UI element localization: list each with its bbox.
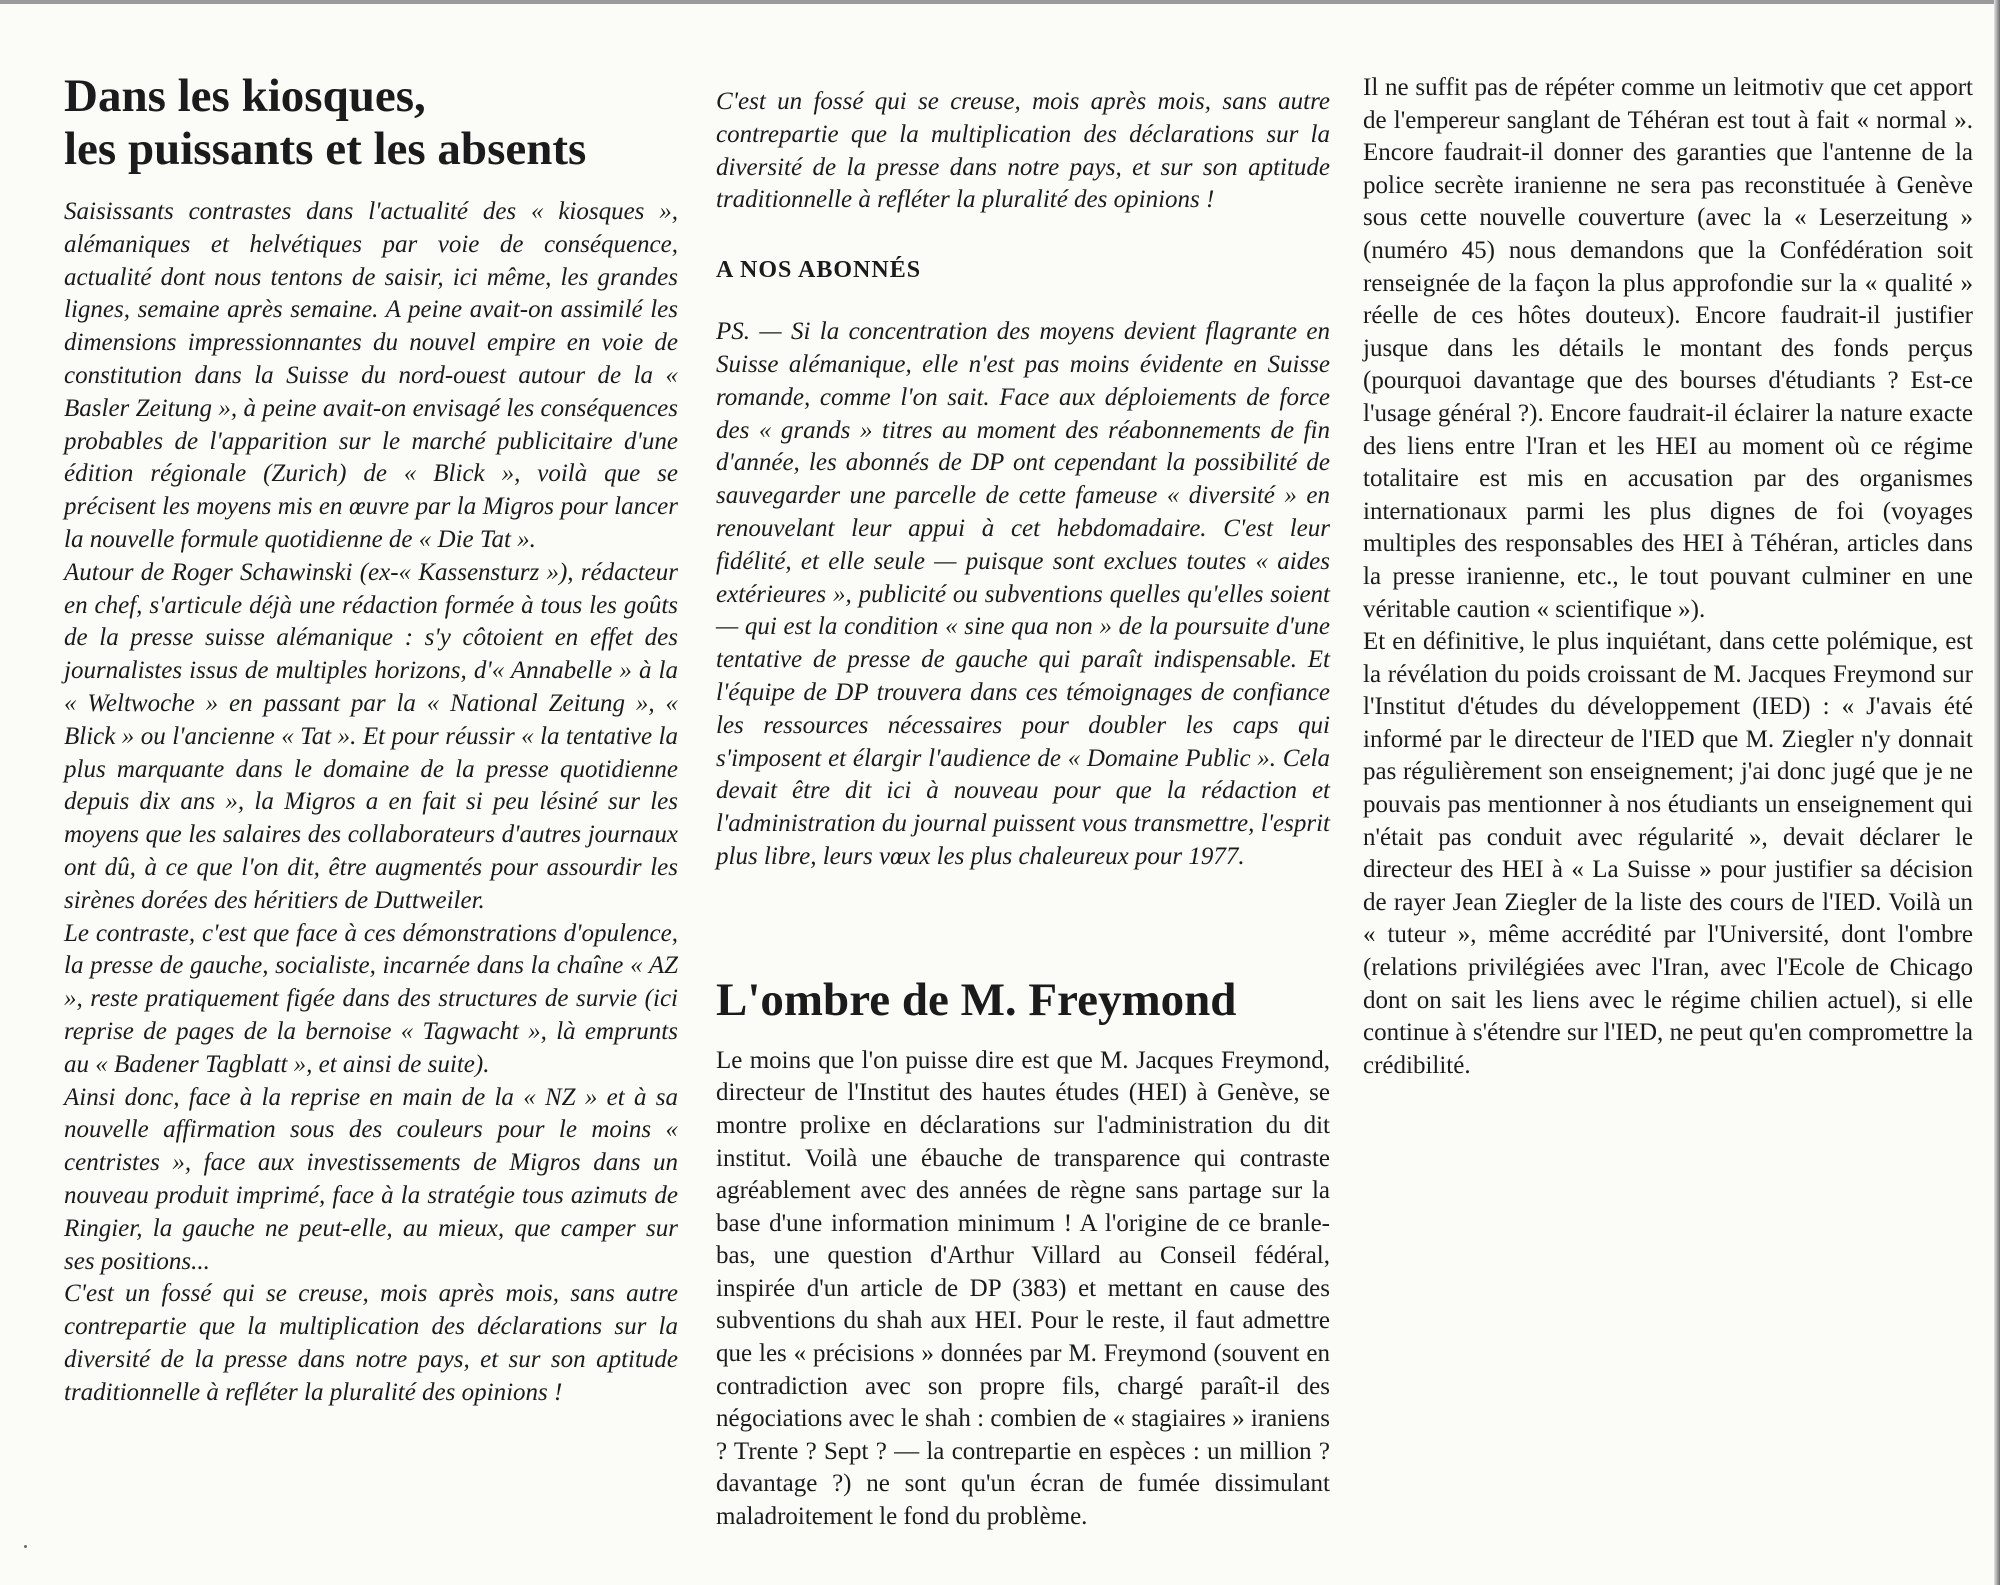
abonnes-heading: A NOS ABONNÉS xyxy=(716,257,922,284)
article1-paragraph: C'est un fossé qui se creuse, mois après mois, sans autre contrepartie que la multiplication des déclarations sur la diversité de la presse dans notre pays, et sur son aptitude traditionnelle à refléter la pluralité des opinions ! xyxy=(64,1280,678,1406)
article1-title-line2: les puissants et les absents xyxy=(64,123,587,175)
column-1 xyxy=(64,70,678,1406)
article2-paragraph: Il ne suffit pas de répéter comme un leitmotiv que cet apport de l'empereur sanglant de Téhéran est tout à fait « normal ». Encore faudrait-il donner des garanties que l'antenne de la police secrète iranienne ne sera pas reconstituée à Genève sous cette nouvelle couverture (avec la « Leserzeitung » (numéro 45) nous demandons que la Confédération soit renseignée de la façon la plus approfondie sur la « qualité » réelle de ces hôtes douteux). Encore faudrait-il justifier jusque dans les détails le montant des fonds perçus (pourquoi davantage que des bourses d'étudiants ? Est-ce l'usage général ?). Encore faudrait-il éclairer la nature exacte des liens entre l'Iran et les HEI au moment où ce régime totalitaire est mis en accusation par des organismes internationaux parmi les plus dignes de foi (voyages multiples des responsables des HEI à Téhéran, articles dans la presse iranienne, etc., le tout pouvant culminer en une véritable caution « scientifique »). xyxy=(1363,74,1973,623)
article2-paragraph: Le moins que l'on puisse dire est que M. Jacques Freymond, directeur de l'Institut des hautes études (HEI) à Genève, se montre prolixe en déclarations sur l'administration du dit institut. Voilà une ébauche de transparence qui contraste agréablement avec des années de règne sans partage sur la base d'une information minimum ! A l'origine de ce branle-bas, une question d'Arthur Villard au Conseil fédéral, inspirée d'un article de DP (383) et mettant en cause des subventions du shah aux HEI. Pour le reste, il faut admettre que les « précisions » données par M. Freymond (souvent en contradiction avec son propre fils, chargé paraît-il des négociations avec le shah : combien de « stagiaires » iraniens ? Trente ? Sept ? — la contrepartie en espèces : un million ? davantage ?) ne sont qu'un écran de fumée dissimulant maladroitement le fond du problème. xyxy=(716,1046,1330,1531)
article1-title-line1: Dans les kiosques, xyxy=(64,70,426,122)
abonnes-text: PS. — Si la concentration des moyens devient flagrante en Suisse alémanique, elle n'est pas moins évidente en Suisse romande, comme l'on sait. Face aux déploiements de force des « grands » titres au moment des réabonnements de fin d'année, les abonnés de DP ont cependant la possibilité de sauvegarder une parcelle de cette fameuse « diversité » en renouvelant leur appui à cet hebdomadaire. C'est leur fidélité, et elle seule — puisque sont exclues toutes « aides extérieures », publicité ou subventions quelles qu'elles soient — qui est la condition « sine qua non » de la poursuite d'une tentative de presse de gauche qui paraît indispensable. Et l'équipe de DP trouvera dans ces témoignages de confiance les ressources nécessaires pour doubler les caps qui s'imposent et élargir l'audience de « Domaine Public ». Cela devait être dit ici à nouveau pour que la rédaction et l'administration du journal puissent vous transmettre, l'esprit plus libre, leurs vœux les plus chaleureux pour 1977. xyxy=(716,318,1330,870)
article2-paragraph: Et en définitive, le plus inquiétant, dans cette polémique, est la révélation du poids croissant de M. Jacques Freymond sur l'Institut d'études du développement (IED) : « J'avais été informé par le directeur de l'IED que M. Ziegler n'y donnait pas régulièrement son enseignement; j'ai donc jugé que je ne pouvais pas mentionner à nos étudiants un enseignement qui n'était pas conduit avec régularité », devait déclarer le directeur des HEI à « La Suisse » pour justifier sa décision de rayer Jean Ziegler de la liste des cours de l'IED. Voilà un « tuteur », même accrédité par l'Université, dont l'ombre (relations privilégiées avec l'Iran, avec l'Ecole de Chicago dont on sait les liens avec le régime chilien actuel), si elle continue à s'étendre sur l'IED, ne peut qu'en compromettre la crédibilité. xyxy=(1363,628,1973,1079)
article1-title xyxy=(64,70,678,176)
article1-paragraph-continued: C'est un fossé qui se creuse, mois après mois, sans autre contrepartie que la multiplication des déclarations sur la diversité de la presse dans notre pays, et sur son aptitude traditionnelle à refléter la pluralité des opinions ! xyxy=(716,88,1330,214)
article1-paragraph: Ainsi donc, face à la reprise en main de la « NZ » et à sa nouvelle affirmation sous des couleurs pour le moins « centristes », face aux investissements de Migros dans un nouveau produit imprimé, face à la stratégie tous azimuts de Ringier, la gauche ne peut-elle, au mieux, que camper sur ses positions... xyxy=(64,1083,678,1275)
article2-title: L'ombre de M. Freymond xyxy=(716,973,1237,1026)
article1-paragraph: Le contraste, c'est que face à ces démonstrations d'opulence, la presse de gauche, socialiste, incarnée dans la chaîne « AZ », reste pratiquement figée dans des structures de survie (ici reprise de pages de la bernoise « Tagwacht », là emprunts au « Badener Tagblatt », et ainsi de suite). xyxy=(64,919,678,1078)
column-2 xyxy=(716,70,1330,1534)
page-top-rule xyxy=(0,0,2000,4)
print-speck xyxy=(24,1545,27,1548)
page-edge-shadow xyxy=(1994,0,2000,1585)
article1-paragraph: Saisissants contrastes dans l'actualité des « kiosques », alémaniques et helvétiques par voie de conséquence, actualité dont nous tentons de saisir, ici même, les grandes lignes, semaine après semaine. A peine avait-on assimilé les dimensions impressionnantes du nouvel empire en voie de constitution dans la Suisse du nord-ouest autour de la « Basler Zeitung », à peine avait-on envisagé les conséquences probables de l'apparition sur le marché publicitaire d'une édition régionale (Zurich) de « Blick », voilà que se précisent les moyens mis en œuvre par la Migros pour lancer la nouvelle formule quotidienne de « Die Tat ». xyxy=(64,198,678,553)
article1-paragraph: Autour de Roger Schawinski (ex-« Kassensturz »), rédacteur en chef, s'articule déjà une rédaction formée à tous les goûts de la presse suisse alémanique : s'y côtoient en effet des journalistes issus de multiples horizons, d'« Annabelle » à la « Weltwoche » en passant par la « National Zeitung », « Blick » ou l'ancienne « Tat ». Et pour réussir « la tentative la plus marquante dans le domaine de la presse quotidienne depuis dix ans », la Migros a en fait si peu lésiné sur les moyens que les salaires des collaborateurs d'autres journaux ont dû, à ce que l'on dit, être augmentés pour assourdir les sirènes dorées des héritiers de Duttweiler. xyxy=(64,558,678,914)
column-3 xyxy=(1363,70,1973,1082)
